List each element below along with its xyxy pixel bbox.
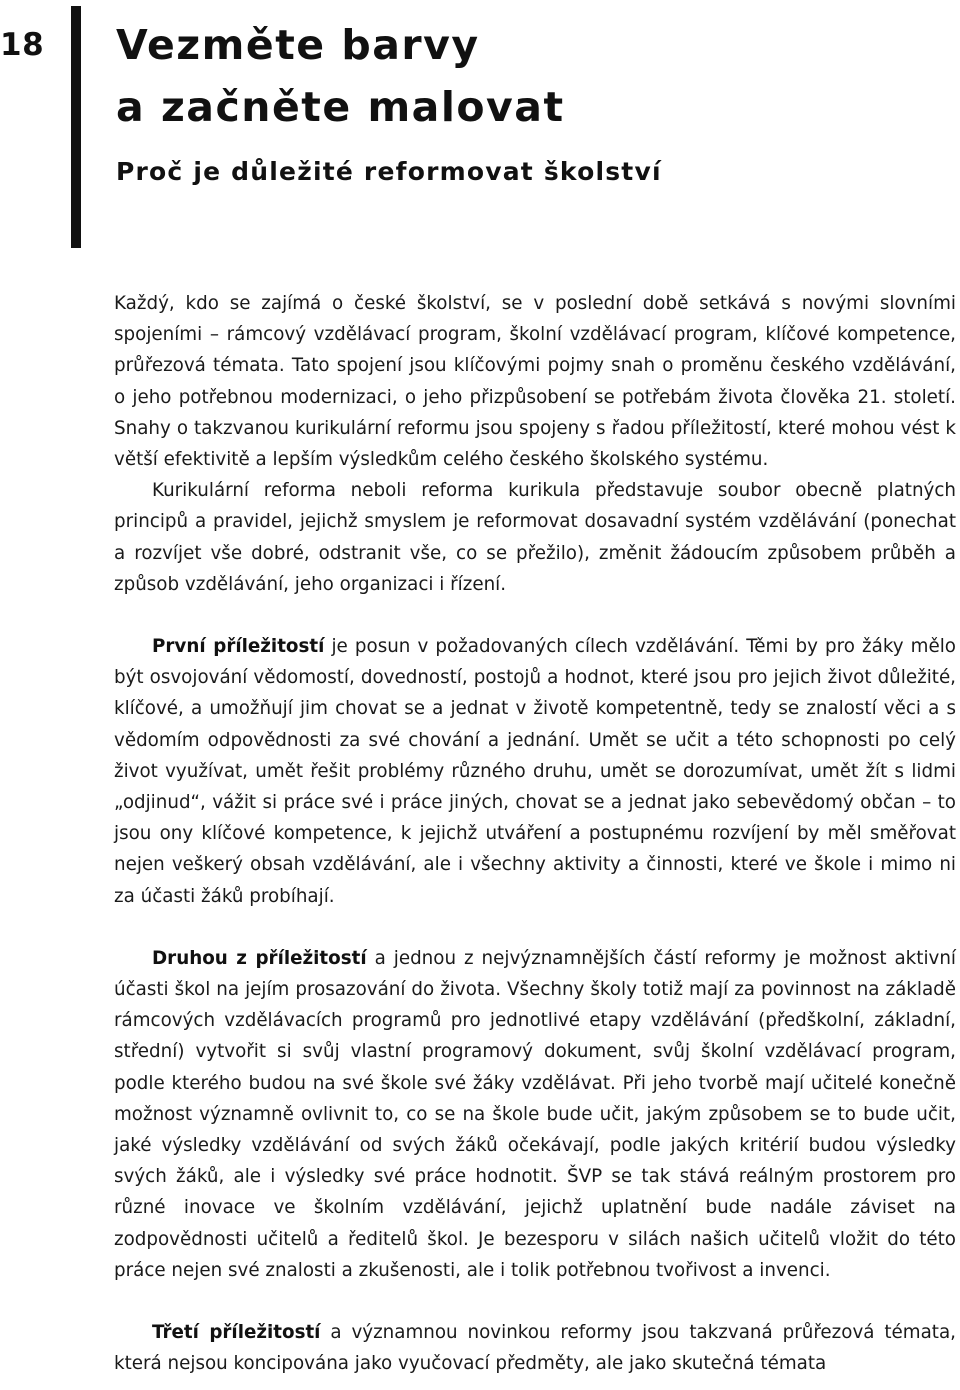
paragraph-second-opportunity-text: a jednou z nejvýznamnějších částí reformy je možnost aktivní účasti škol na jejím prosazování do života. Všechny školy totiž mají za povinnost na základě rámcových vzdělávacích programů pro jednotlivé etapy vzdělávání (předškolní, základní, střední) vytvořit si svůj vlastní programový dokument, svůj školní vzdělávací program, podle kterého budou na své škole své žáky vzdělávat. Při jeho tvorbě mají učitelé konečně možnost významně ovlivnit to, co se na škole bude učit, jakým způsobem se to bude učit, jaké výsledky vzdělávání od svých žáků očekávají, podle jakých kritérií budou výsledky svých žáků, ale i výsledky své práce hodnotit. ŠVP se tak stává reálným prostorem pro různé inovace ve školním vzdělávání, jejichž uplatnění bude nadále záviset na zodpovědnosti učitelů a ředitelů škol. Je bezesporu v silách našich učitelů vložit do této práce nejen své znalosti a zkušenosti, ale i tolik potřebnou tvořivost a invenci. (114, 947, 957, 1281)
title-line-1: Vezměte barvy (116, 21, 480, 69)
page-number: 18 (0, 27, 45, 63)
vertical-divider-bar (71, 6, 81, 248)
paragraph-first-opportunity-lead: První příležitostí (152, 636, 325, 658)
article-body (114, 288, 956, 1380)
page-title (116, 14, 936, 138)
paragraph-first-opportunity (114, 631, 956, 912)
paragraph-third-opportunity (114, 1317, 956, 1379)
paragraph-second-opportunity (114, 943, 956, 1286)
paragraph-reform-definition-text: Kurikulární reforma neboli reforma kurikula představuje soubor obecně platných principů a pravidel, jejichž smyslem je reformovat dosavadní systém vzdělávání (ponechat a rozvíjet vše dobré, odstranit vše, co se přežilo), změnit žádoucím způsobem průběh a způsob vzdělávání, jeho organizaci i řízení. (114, 480, 956, 595)
paragraph-third-opportunity-lead: Třetí příležitostí (152, 1322, 321, 1344)
paragraph-first-opportunity-text: je posun v požadovaných cílech vzdělávání. Těmi by pro žáky mělo být osvojování vědomostí, dovedností, postojů a hodnot, které jsou pro jejich život důležité, klíčové, a umožňují jim chovat se a jednat v životě kompetentně, tedy se znalostí věci a s vědomím odpovědnosti za své chování a jednání. Umět se učit a této schopnosti po celý život využívat, umět řešit problémy různého druhu, umět se dorozumívat, umět žít s lidmi „odjinud“, vážit si práce své i práce jiných, chovat se a jednat jako sebevědomý občan – to jsou ony klíčové kompetence, k jejichž utváření a postupnému rozvíjení by měl směřovat nejen veškerý obsah vzdělávání, ale i všechny aktivity a činnosti, které ve škole i mimo ni za účasti žáků probíhají. (114, 636, 956, 907)
paragraph-reform-definition (114, 475, 956, 600)
page-subtitle: Proč je důležité reformovat školství (116, 157, 662, 186)
paragraph-intro-text: Každý, kdo se zajímá o české školství, se v poslední době setkává s novými slovními spojeními – rámcový vzdělávací program, školní vzdělávací program, klíčové kompetence, průřezová témata. Tato spojení jsou klíčovými pojmy snah o proměnu českého vzdělávání, o jeho potřebnou modernizaci, o jeho přizpůsobení se potřebám života člověka 21. století. Snahy o takzvanou kurikulární reformu jsou spojeny s řadou příležitostí, které mohou vést k větší efektivitě a lepším výsledkům celého českého školského systému. (114, 293, 956, 471)
title-line-2: a začněte malovat (116, 83, 565, 131)
paragraph-second-opportunity-lead: Druhou z příležitostí (152, 947, 367, 969)
paragraph-intro (114, 288, 956, 475)
paragraph-third-opportunity-text: a významnou novinkou reformy jsou takzvaná průřezová témata, která nejsou koncipována jako vyučovací předměty, ale jako skutečná témata (114, 1322, 956, 1375)
